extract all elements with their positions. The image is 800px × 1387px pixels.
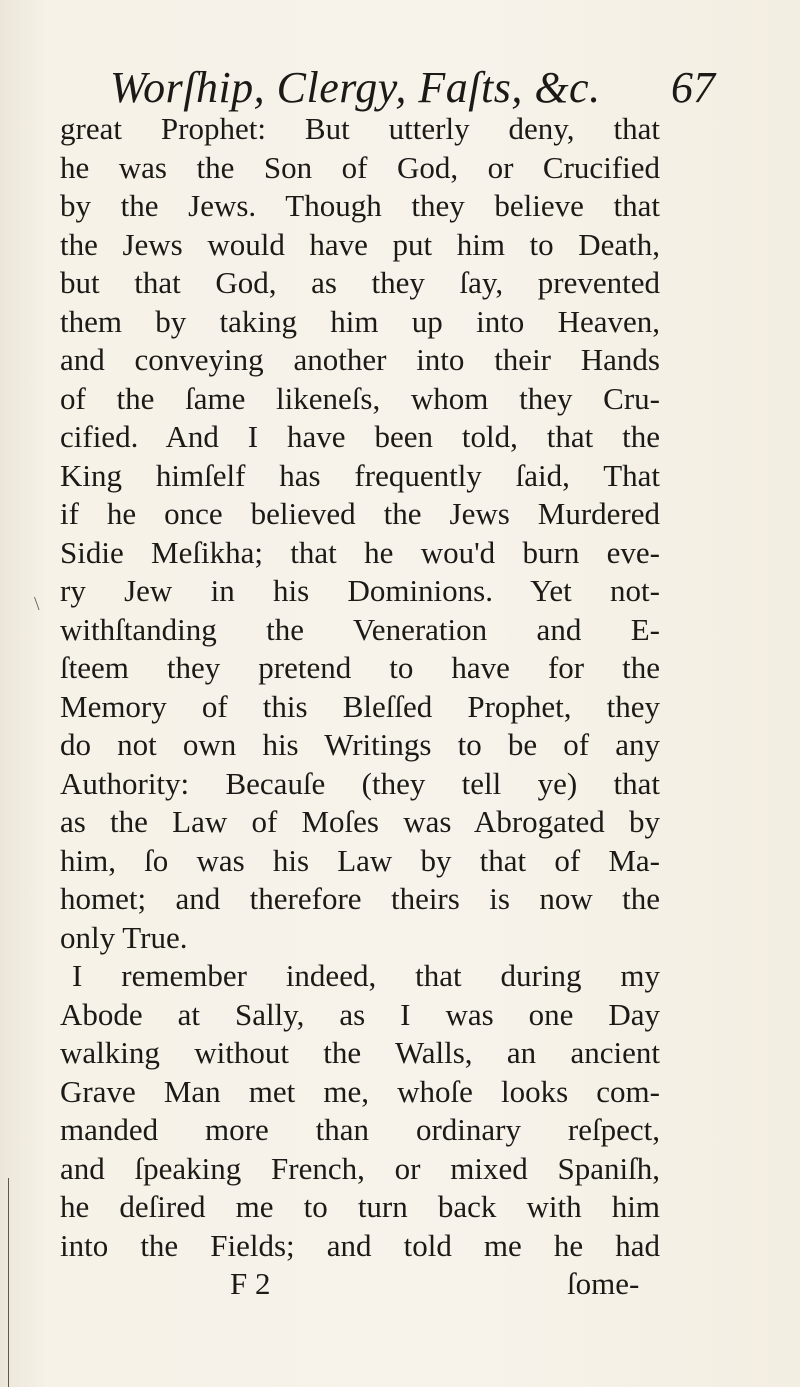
text-line: of the ſame likeneſs, whom they Cru- <box>60 380 660 416</box>
text-line: Memory of this Bleſſed Prophet, they <box>60 688 660 724</box>
text-line: but that God, as they ſay, prevented <box>60 265 660 300</box>
signature-mark: F 2 <box>230 1266 271 1301</box>
text-line: Sidie Meſikha; that he wou'd burn eve- <box>60 534 660 570</box>
text-line: Abode at Sally, as I was one Day <box>60 996 660 1032</box>
running-head-title: Worſhip, Clergy, Faſts, &c. <box>110 63 601 112</box>
text-line: ry Jew in his Dominions. Yet not- <box>60 573 660 608</box>
text-line: into the Fields; and told me he had <box>60 1227 660 1263</box>
margin-mark: \ <box>34 593 40 615</box>
text-line: walking without the Walls, an ancient <box>60 1035 660 1070</box>
text-line: homet; and therefore theirs is now the <box>60 881 660 916</box>
text-line: as the Law of Moſes was Abrogated by <box>60 804 660 839</box>
text-line: and ſpeaking French, or mixed Spaniſh, <box>60 1150 660 1186</box>
text-line: him, ſo was his Law by that of Ma- <box>60 842 660 878</box>
text-line: King himſelf has frequently ſaid, That <box>60 457 660 493</box>
text-line: manded more than ordinary reſpect, <box>60 1112 660 1147</box>
text-line: Grave Man met me, whoſe looks com- <box>60 1073 660 1109</box>
text-line: Authority: Becauſe (they tell ye) that <box>60 765 660 801</box>
catchword: ſome- <box>567 1266 640 1301</box>
text-line: ſteem they pretend to have for the <box>60 650 660 685</box>
text-line: withſtanding the Veneration and E- <box>60 611 660 647</box>
text-line: if he once believed the Jews Murdered <box>60 496 660 531</box>
signature-line <box>60 1265 660 1304</box>
text-line: cified. And I have been told, that the <box>60 419 660 454</box>
body-text <box>60 110 660 1304</box>
text-line: he was the Son of God, or Crucified <box>60 149 660 185</box>
text-line: great Prophet: But utterly deny, that <box>60 111 660 146</box>
text-line: only True. <box>60 919 188 955</box>
text-line: them by taking him up into Heaven, <box>60 303 660 339</box>
page-edge-line <box>8 1178 9 1387</box>
text-line: and conveying another into their Hands <box>60 342 660 377</box>
text-line: the Jews would have put him to Death, <box>60 226 660 262</box>
text-line: do not own his Writings to be of any <box>60 727 660 762</box>
text-line: I remember indeed, that during my <box>72 958 660 993</box>
text-line: he deſired me to turn back with him <box>60 1189 660 1224</box>
page-number: 67 <box>671 63 715 112</box>
text-line: by the Jews. Though they believe that <box>60 188 660 223</box>
